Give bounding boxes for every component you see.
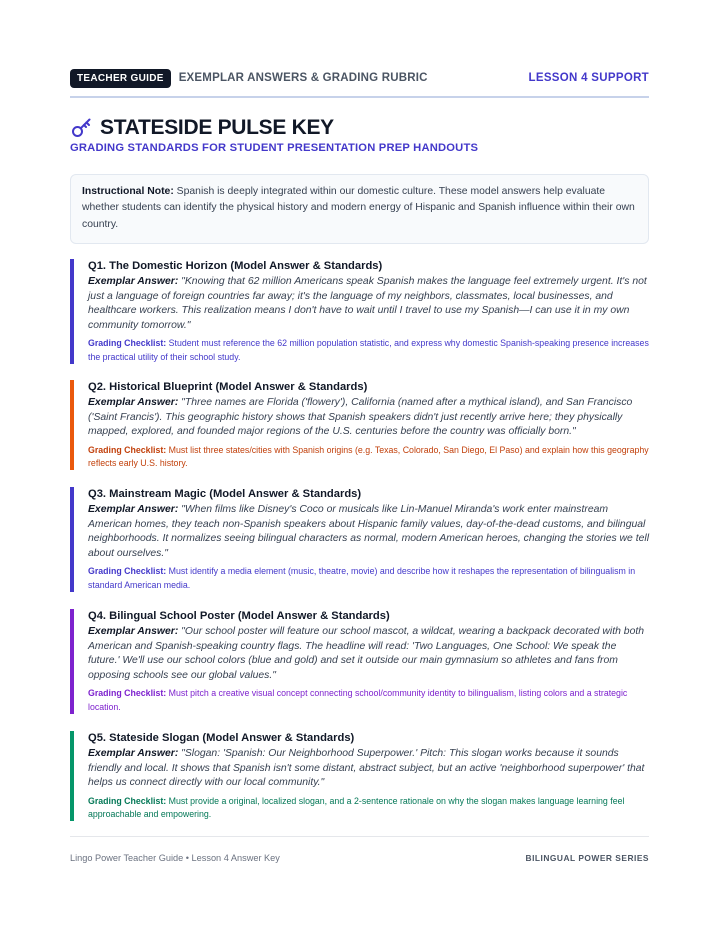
- grading-checklist: [88, 565, 649, 592]
- checklist-text: Must pitch a creative visual concept connecting school/community identity to bilingualism, listing colors and a strategic location.: [88, 688, 628, 712]
- question-q3: [70, 487, 649, 592]
- answer-label: Exemplar Answer:: [88, 397, 179, 408]
- header-left: [70, 69, 428, 88]
- grading-checklist: [88, 337, 649, 364]
- question-q2: [70, 380, 649, 470]
- question-title: Q2. Historical Blueprint (Model Answer & Standards): [88, 381, 368, 393]
- note-text: Spanish is deeply integrated within our domestic culture. These model answers help evaluate whether students can identify the physical history and modern energy of Hispanic and Spanish influence within their own country.: [82, 186, 635, 230]
- exemplar-answer: [88, 396, 649, 440]
- header-bar: [70, 70, 649, 98]
- grading-checklist: [88, 687, 649, 714]
- grading-checklist: [88, 795, 649, 822]
- answer-label: Exemplar Answer:: [88, 626, 179, 637]
- title-row: [70, 116, 334, 140]
- answer-text: "When films like Disney's Coco or musicals like Lin-Manuel Miranda's work enter mainstream American homes, they teach non-Spanish speakers about Hispanic family values, day-of-the-dead customs, and bilingual neighborhoods. It normalizes seeing bilingual characters as normal, modern American heroes, changing the stories we tell about ourselves.": [88, 504, 650, 559]
- question-title: Q4. Bilingual School Poster (Model Answer & Standards): [88, 610, 390, 622]
- exemplar-answer: [88, 747, 649, 791]
- exemplar-answer: [88, 503, 649, 561]
- teacher-guide-tag: TEACHER GUIDE: [70, 69, 171, 88]
- answer-text: "Slogan: 'Spanish: Our Neighborhood Superpower.' Pitch: This slogan works because it sounds friendly and local. It shows that Spanish isn't some distant, abstract subject, but an active 'neighborhood superpower' that helps us connect directly with our local community.": [88, 748, 645, 789]
- question-title: Q1. The Domestic Horizon (Model Answer & Standards): [88, 260, 383, 272]
- checklist-text: Must list three states/cities with Spanish origins (e.g. Texas, Colorado, San Diego, El Paso) and explain how this geography reflects early U.S. history.: [88, 444, 649, 469]
- footer-left: Lingo Power Teacher Guide • Lesson 4 Answer Key: [70, 853, 280, 863]
- header-subtitle: EXEMPLAR ANSWERS & GRADING RUBRIC: [178, 72, 428, 84]
- answer-label: Exemplar Answer:: [88, 276, 179, 287]
- instructional-note: [70, 174, 649, 244]
- answer-label: Exemplar Answer:: [88, 748, 179, 759]
- checklist-text: Must identify a media element (music, theatre, movie) and describe how it reshapes the representation of bilingualism in standard American media.: [88, 566, 636, 590]
- checklist-text: Must provide a original, localized slogan, and a 2-sentence rationale on why the slogan makes language learning feel approachable and empowering.: [88, 795, 625, 820]
- question-q1: [70, 259, 649, 364]
- checklist-label: Grading Checklist:: [88, 444, 167, 455]
- checklist-label: Grading Checklist:: [88, 338, 167, 349]
- exemplar-answer: [88, 275, 649, 333]
- footer-series: BILINGUAL POWER SERIES: [525, 853, 649, 863]
- checklist-label: Grading Checklist:: [88, 566, 167, 577]
- exemplar-answer: [88, 625, 649, 683]
- question-title: Q3. Mainstream Magic (Model Answer & Standards): [88, 488, 362, 500]
- grading-checklist: [88, 444, 649, 471]
- note-label: Instructional Note:: [82, 186, 174, 197]
- page-subtitle: GRADING STANDARDS FOR STUDENT PRESENTATION PREP HANDOUTS: [70, 142, 479, 154]
- page-title: STATESIDE PULSE KEY: [100, 116, 334, 139]
- checklist-text: Student must reference the 62 million population statistic, and express why domestic Spanish-speaking presence increases the practical utility of their school study.: [88, 338, 649, 362]
- key-icon: [70, 116, 94, 140]
- answer-label: Exemplar Answer:: [88, 504, 179, 515]
- lesson-label: LESSON 4 SUPPORT: [528, 72, 649, 84]
- answer-text: "Knowing that 62 million Americans speak Spanish makes the language feel extremely urgent. It's not just a language of foreign countries far away; it's the language of my neighbors, classmates, local businesses, and healthcare workers. This realization means I don't have to wait until I travel to use my Spanish—I can use it in my own community tomorrow.": [88, 276, 647, 331]
- question-q5: [70, 731, 649, 821]
- question-title: Q5. Stateside Slogan (Model Answer & Standards): [88, 732, 355, 744]
- checklist-label: Grading Checklist:: [88, 795, 167, 806]
- footer: [70, 836, 649, 863]
- checklist-label: Grading Checklist:: [88, 688, 167, 699]
- answer-text: "Our school poster will feature our school mascot, a wildcat, wearing a backpack decorated with both American and Spanish-speaking country flags. The headline will read: 'Two Languages, One School: We speak the future.' We'll use our school colors (blue and gold) and set it outside our main gymnasium so athletes and fans from opposing schools see our global values.": [88, 626, 645, 681]
- answer-text: "Three names are Florida ('flowery'), California (named after a mythical island), and San Francisco ('Saint Francis'). This geographic history shows that Spanish speakers didn't just recently arrive here; they physically mapped, explored, and founded major regions of the U.S. centuries before the country was officially born.": [88, 397, 633, 438]
- question-q4: [70, 609, 649, 714]
